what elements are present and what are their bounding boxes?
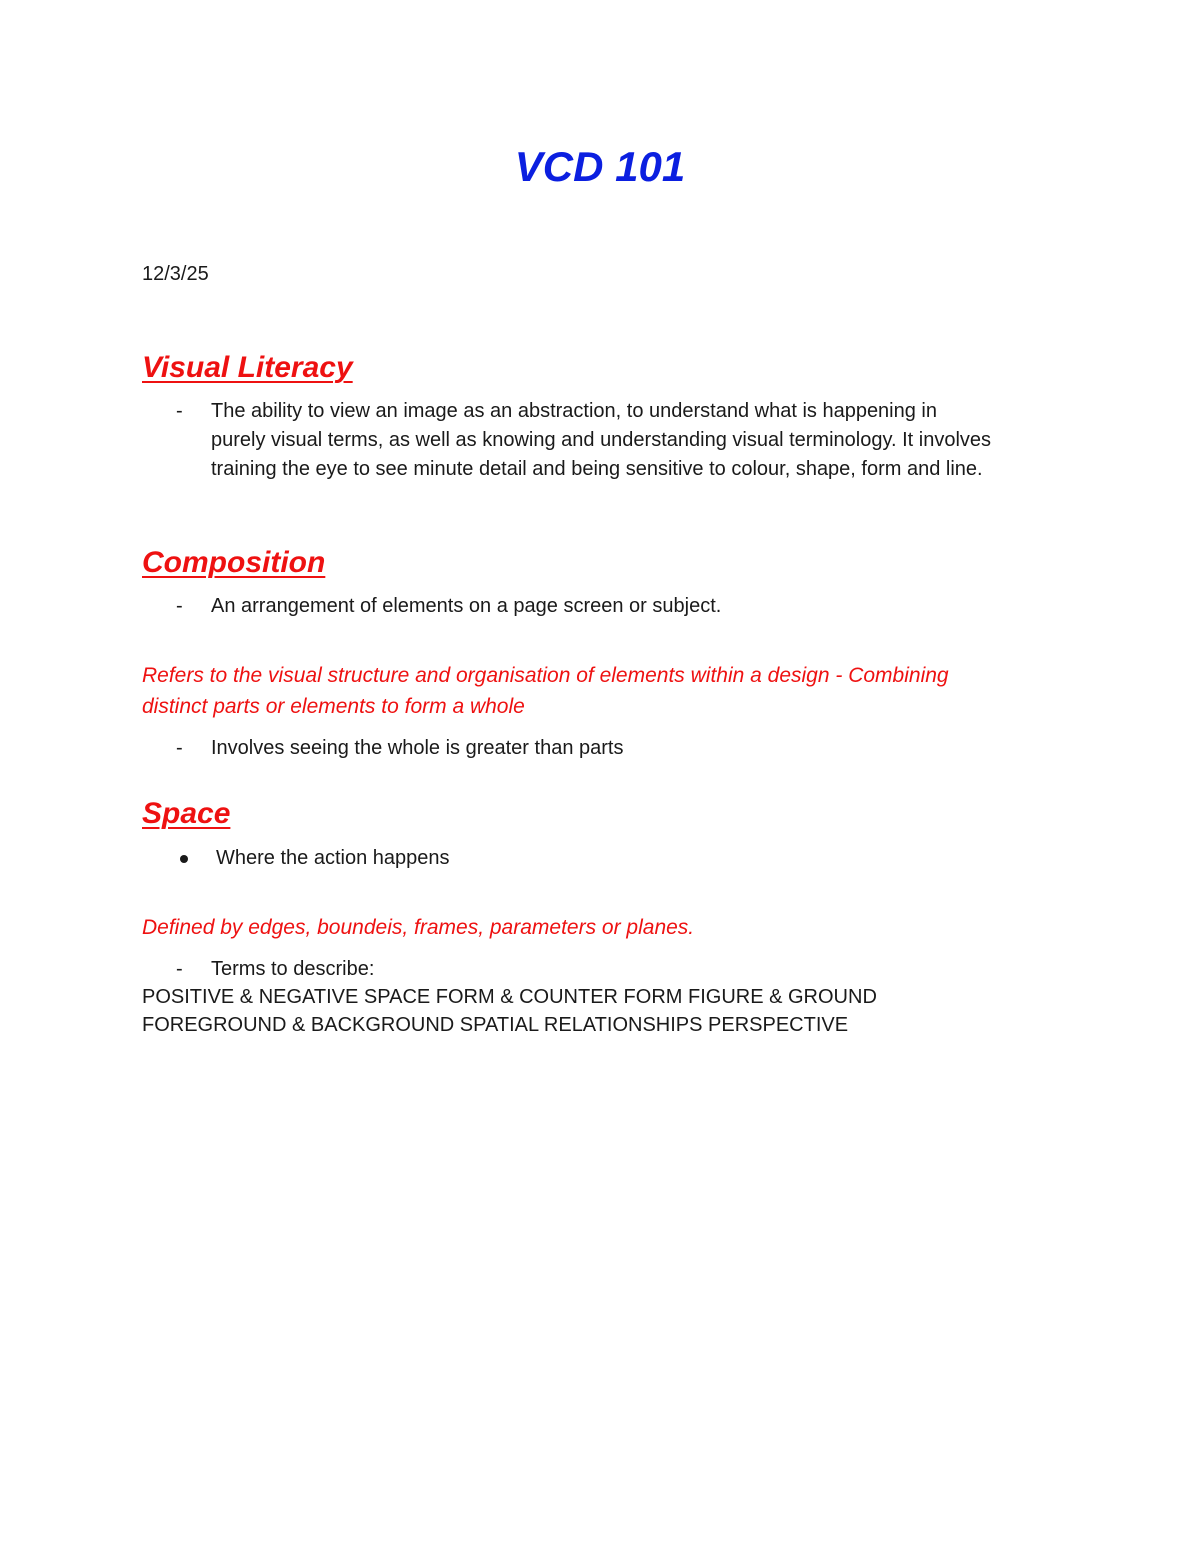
visual-literacy-line-2: purely visual terms, as well as knowing and understanding visual terminology. It involves	[211, 429, 992, 451]
space-bullet-item	[142, 844, 450, 873]
page-title: VCD 101	[514, 143, 686, 190]
space-item-text: Terms to describe:	[211, 958, 375, 980]
space-terms	[142, 983, 877, 1039]
composition-note-line-2: distinct parts or elements to form a whole	[142, 695, 525, 718]
visual-literacy-item	[142, 397, 991, 484]
space-item	[142, 955, 374, 984]
space-terms-line-1: POSITIVE & NEGATIVE SPACE FORM & COUNTER FORM FIGURE & GROUND	[142, 986, 877, 1008]
heading-composition: Composition	[142, 546, 326, 579]
composition-note-line-1: Refers to the visual structure and organisation of elements within a design - Combining	[142, 664, 949, 687]
bullet-dot-icon	[180, 855, 188, 863]
dash-marker: -	[176, 400, 183, 422]
heading-visual-literacy: Visual Literacy	[142, 351, 353, 384]
date-text: 12/3/25	[142, 263, 209, 285]
composition-item-1	[142, 592, 721, 621]
composition-note	[142, 660, 949, 722]
space-note: Defined by edges, boundeis, frames, parameters or planes.	[142, 916, 695, 939]
dash-marker: -	[176, 958, 183, 980]
visual-literacy-text	[211, 397, 991, 484]
composition-item-2	[142, 734, 623, 763]
composition-item-2-text: Involves seeing the whole is greater than parts	[211, 737, 624, 759]
dash-marker: -	[176, 595, 183, 617]
visual-literacy-line-1: The ability to view an image as an abstraction, to understand what is happening in	[211, 400, 937, 422]
dash-marker: -	[176, 737, 183, 759]
composition-item-1-text: An arrangement of elements on a page screen or subject.	[211, 595, 722, 617]
heading-space: Space	[142, 797, 231, 830]
space-terms-line-2: FOREGROUND & BACKGROUND SPATIAL RELATIONSHIPS PERSPECTIVE	[142, 1014, 849, 1036]
visual-literacy-line-3: training the eye to see minute detail and being sensitive to colour, shape, form and line.	[211, 458, 983, 480]
space-bullet-text: Where the action happens	[216, 847, 450, 869]
